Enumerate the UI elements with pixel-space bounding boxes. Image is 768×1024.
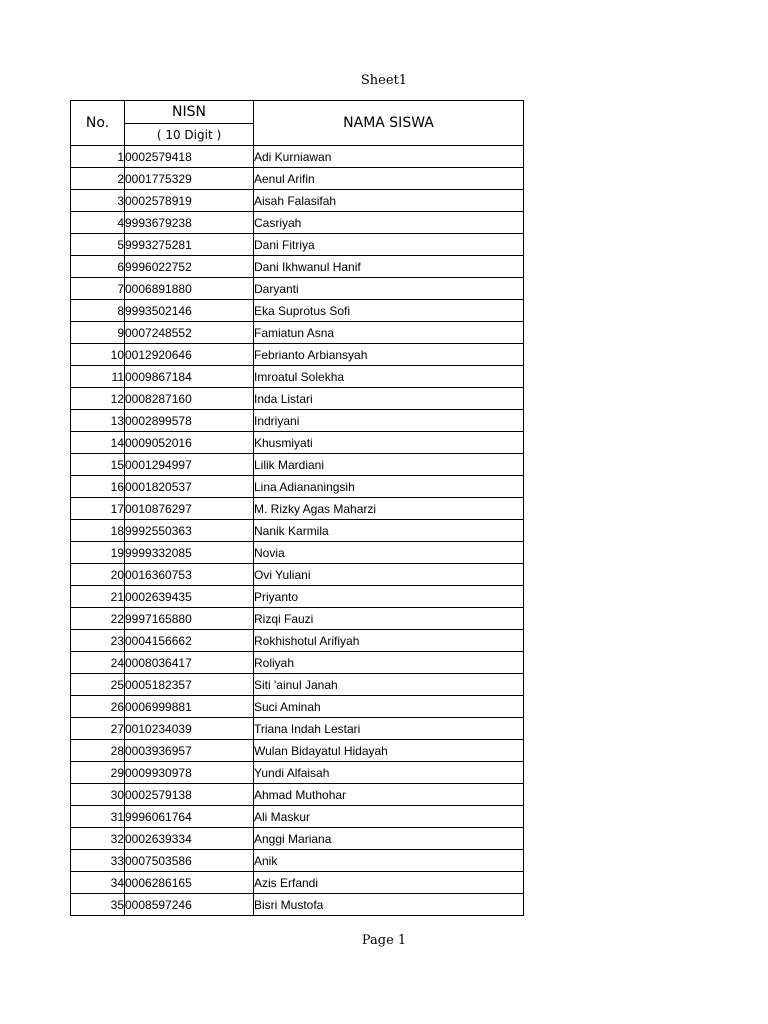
table-row [71,828,524,850]
cell-nisn: 9996061764 [125,806,254,828]
table-row [71,586,524,608]
cell-nisn: 0009052016 [125,432,254,454]
cell-no: 34 [71,872,125,894]
cell-no: 8 [71,300,125,322]
cell-nama-siswa: Ahmad Muthohar [254,784,524,806]
cell-nama-siswa: Anggi Mariana [254,828,524,850]
table-row [71,784,524,806]
table-row [71,388,524,410]
cell-nama-siswa: Dani Ikhwanul Hanif [254,256,524,278]
cell-no: 25 [71,674,125,696]
cell-no: 3 [71,190,125,212]
cell-nama-siswa: Daryanti [254,278,524,300]
cell-nisn: 0010876297 [125,498,254,520]
cell-nama-siswa: Dani Fitriya [254,234,524,256]
table-row [71,212,524,234]
cell-nama-siswa: Anik [254,850,524,872]
cell-no: 35 [71,894,125,916]
cell-no: 20 [71,564,125,586]
header-nisn-subtitle: ( 10 Digit ) [125,124,254,146]
table-row [71,344,524,366]
cell-nama-siswa: Rizqi Fauzi [254,608,524,630]
cell-no: 12 [71,388,125,410]
table-row [71,520,524,542]
cell-nisn: 0002899578 [125,410,254,432]
cell-no: 26 [71,696,125,718]
table-row [71,894,524,916]
table-row [71,674,524,696]
cell-no: 27 [71,718,125,740]
cell-nama-siswa: Azis Erfandi [254,872,524,894]
header-nama-siswa: NAMA SISWA [254,101,524,146]
cell-no: 29 [71,762,125,784]
student-table [70,100,524,916]
cell-nisn: 0003936957 [125,740,254,762]
table-body [71,146,524,916]
cell-nisn: 0002579138 [125,784,254,806]
table-row [71,454,524,476]
cell-no: 7 [71,278,125,300]
table-row [71,696,524,718]
table-header [71,101,524,146]
table-row [71,190,524,212]
cell-no: 4 [71,212,125,234]
cell-nisn: 0016360753 [125,564,254,586]
cell-nama-siswa: Aisah Falasifah [254,190,524,212]
cell-no: 30 [71,784,125,806]
table-row [71,432,524,454]
table-row [71,168,524,190]
cell-no: 1 [71,146,125,168]
table-row [71,630,524,652]
cell-nisn: 0001775329 [125,168,254,190]
cell-nisn: 0002639334 [125,828,254,850]
cell-no: 28 [71,740,125,762]
cell-nisn: 0009867184 [125,366,254,388]
cell-no: 15 [71,454,125,476]
cell-no: 24 [71,652,125,674]
cell-no: 5 [71,234,125,256]
cell-nisn: 0008036417 [125,652,254,674]
cell-nama-siswa: Aenul Arifin [254,168,524,190]
cell-nama-siswa: Adi Kurniawan [254,146,524,168]
table-row [71,762,524,784]
cell-no: 17 [71,498,125,520]
table-row [71,146,524,168]
cell-nama-siswa: Nanik Karmila [254,520,524,542]
cell-nisn: 0012920646 [125,344,254,366]
table-row [71,476,524,498]
cell-nama-siswa: Khusmiyati [254,432,524,454]
table-row [71,300,524,322]
cell-nisn: 0006286165 [125,872,254,894]
cell-nama-siswa: Priyanto [254,586,524,608]
sheet-title: Sheet1 [360,73,408,88]
table-row [71,278,524,300]
table-row [71,366,524,388]
cell-nama-siswa: M. Rizky Agas Maharzi [254,498,524,520]
cell-nisn: 0002579418 [125,146,254,168]
header-no: No. [71,101,125,146]
cell-nama-siswa: Bisri Mustofa [254,894,524,916]
cell-nama-siswa: Lilik Mardiani [254,454,524,476]
cell-nisn: 0008287160 [125,388,254,410]
cell-no: 10 [71,344,125,366]
cell-nisn: 0009930978 [125,762,254,784]
cell-no: 2 [71,168,125,190]
cell-nama-siswa: Roliyah [254,652,524,674]
cell-nisn: 0001820537 [125,476,254,498]
table-row [71,234,524,256]
table-row [71,740,524,762]
table-row [71,564,524,586]
table-row [71,850,524,872]
cell-nisn: 0007503586 [125,850,254,872]
cell-nama-siswa: Famiatun Asna [254,322,524,344]
cell-nama-siswa: Ali Maskur [254,806,524,828]
cell-nisn: 9993502146 [125,300,254,322]
cell-nisn: 0006999881 [125,696,254,718]
cell-no: 14 [71,432,125,454]
cell-no: 6 [71,256,125,278]
cell-no: 22 [71,608,125,630]
table-row [71,322,524,344]
table-row [71,652,524,674]
cell-nama-siswa: Indriyani [254,410,524,432]
table-row [71,410,524,432]
cell-nisn: 0007248552 [125,322,254,344]
cell-nisn: 0002578919 [125,190,254,212]
cell-nama-siswa: Febrianto Arbiansyah [254,344,524,366]
cell-no: 23 [71,630,125,652]
cell-nisn: 9999332085 [125,542,254,564]
cell-nisn: 0005182357 [125,674,254,696]
cell-nama-siswa: Rokhishotul Arifiyah [254,630,524,652]
table-row [71,872,524,894]
cell-nisn: 0001294997 [125,454,254,476]
cell-nisn: 0008597246 [125,894,254,916]
cell-no: 32 [71,828,125,850]
cell-no: 9 [71,322,125,344]
cell-nisn: 0006891880 [125,278,254,300]
cell-nama-siswa: Imroatul Solekha [254,366,524,388]
cell-nisn: 0002639435 [125,586,254,608]
cell-no: 16 [71,476,125,498]
cell-no: 11 [71,366,125,388]
cell-nama-siswa: Ovi Yuliani [254,564,524,586]
cell-nama-siswa: Inda Listari [254,388,524,410]
cell-nisn: 9993275281 [125,234,254,256]
table-row [71,608,524,630]
cell-nisn: 0010234039 [125,718,254,740]
cell-nisn: 0004156662 [125,630,254,652]
page-footer: Page 1 [361,933,407,948]
cell-nama-siswa: Suci Aminah [254,696,524,718]
cell-no: 18 [71,520,125,542]
cell-nisn: 9993679238 [125,212,254,234]
table-row [71,256,524,278]
cell-nisn: 9997165880 [125,608,254,630]
cell-no: 19 [71,542,125,564]
header-nisn: NISN [125,101,254,124]
cell-nama-siswa: Triana Indah Lestari [254,718,524,740]
cell-nama-siswa: Casriyah [254,212,524,234]
cell-nama-siswa: Siti 'ainul Janah [254,674,524,696]
cell-nama-siswa: Novia [254,542,524,564]
cell-nisn: 9992550363 [125,520,254,542]
table-row [71,806,524,828]
cell-no: 21 [71,586,125,608]
cell-no: 33 [71,850,125,872]
cell-nama-siswa: Lina Adiananingsih [254,476,524,498]
cell-nama-siswa: Wulan Bidayatul Hidayah [254,740,524,762]
table-row [71,718,524,740]
table-row [71,542,524,564]
table-row [71,498,524,520]
cell-nisn: 9996022752 [125,256,254,278]
cell-nama-siswa: Eka Suprotus Sofi [254,300,524,322]
cell-no: 13 [71,410,125,432]
cell-no: 31 [71,806,125,828]
cell-nama-siswa: Yundi Alfaisah [254,762,524,784]
